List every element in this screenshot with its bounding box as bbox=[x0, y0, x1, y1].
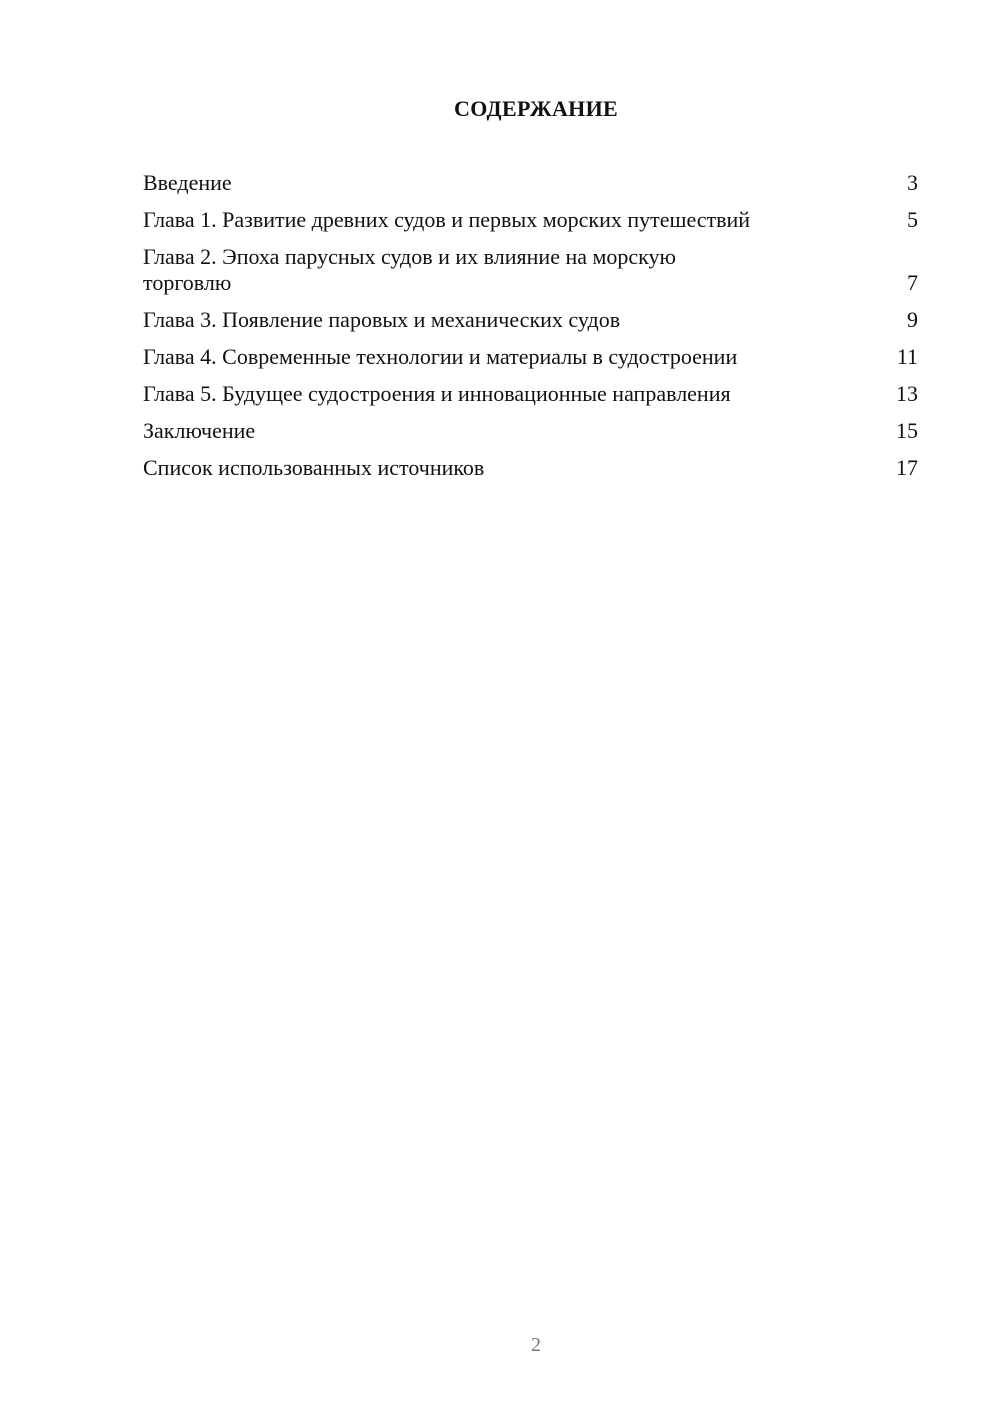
toc-entry-title: Список использованных источников bbox=[143, 455, 485, 480]
toc-entry-conclusion bbox=[143, 418, 918, 444]
toc-entry-title: Глава 1. Развитие древних судов и первых морских путешествий bbox=[143, 207, 751, 232]
toc-entry-page: 7 bbox=[907, 270, 918, 295]
toc-entry-chapter-3 bbox=[143, 307, 918, 333]
toc-entry-references bbox=[143, 455, 918, 481]
toc-entry-title: Глава 3. Появление паровых и механических судов bbox=[143, 307, 621, 332]
toc-entry-page: 5 bbox=[907, 207, 918, 232]
toc-entry-page: 11 bbox=[896, 344, 918, 369]
toc-entry-page: 3 bbox=[907, 170, 918, 195]
toc-list bbox=[143, 170, 918, 492]
toc-entry-title: Введение bbox=[143, 170, 232, 195]
toc-entry-chapter-2 bbox=[143, 244, 918, 296]
toc-entry-page: 15 bbox=[896, 418, 918, 443]
toc-entry-title: Глава 5. Будущее судостроения и инновационные направления bbox=[143, 381, 731, 406]
toc-entry-chapter-4 bbox=[143, 344, 918, 370]
toc-entry-page: 17 bbox=[896, 455, 918, 480]
toc-entry-chapter-5 bbox=[143, 381, 918, 407]
toc-title: СОДЕРЖАНИЕ bbox=[454, 96, 618, 121]
toc-entry-introduction bbox=[143, 170, 918, 196]
toc-entry-page: 9 bbox=[907, 307, 918, 332]
toc-entry-title: Глава 2. Эпоха парусных судов и их влияние на морскую торговлю bbox=[143, 244, 676, 295]
toc-entry-chapter-1 bbox=[143, 207, 918, 233]
toc-entry-page: 13 bbox=[896, 381, 918, 406]
toc-entry-title: Заключение bbox=[143, 418, 256, 443]
page-number: 2 bbox=[531, 1334, 541, 1356]
toc-entry-title: Глава 4. Современные технологии и материалы в судостроении bbox=[143, 344, 738, 369]
